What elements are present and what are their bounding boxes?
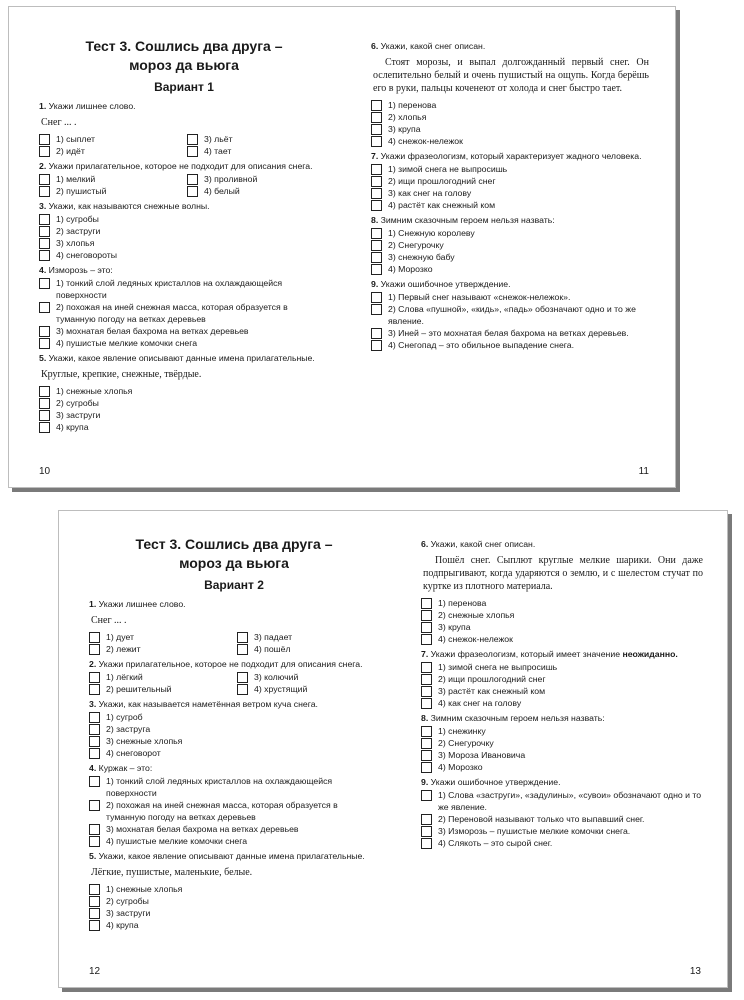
checkbox[interactable] (89, 736, 100, 747)
checkbox[interactable] (39, 186, 50, 197)
checkbox[interactable] (371, 100, 382, 111)
checkbox[interactable] (237, 632, 248, 643)
answer-option[interactable]: 1) тонкий слой ледяных кристаллов на охлаждающейся поверхности (39, 277, 329, 301)
checkbox[interactable] (39, 398, 50, 409)
checkbox[interactable] (89, 776, 100, 787)
answer-option[interactable]: 3) Изморозь – пушистые мелкие комочки снега. (421, 825, 703, 837)
question-quote: Снег ... . (91, 615, 127, 626)
checkbox[interactable] (371, 292, 382, 303)
checkbox[interactable] (89, 632, 100, 643)
answer-option[interactable]: 3) заструги (39, 409, 329, 421)
answer-option[interactable]: 4) пушистые мелкие комочки снега (39, 337, 329, 349)
checkbox[interactable] (89, 836, 100, 847)
question-5: 5. Укажи, какое явление описывают данные имена прилагательные. Круглые, крепкие, снежные, твёрдые. 1) снежные хлопья 2) сугробы 3) заструги 4) крупа (39, 352, 329, 433)
checkbox[interactable] (39, 302, 50, 313)
answer-option[interactable]: 3) мохнатая белая бахрома на ветках деревьев (39, 325, 329, 337)
answer-option[interactable]: 4) Слякоть – это сырой снег. (421, 837, 703, 849)
answer-option[interactable]: 1) сугробы (39, 213, 329, 225)
question-2: 2. Укажи прилагательное, которое не подходит для описания снега. 1) мелкий 3) проливной 2) пушистый 4) белый (39, 160, 329, 197)
checkbox[interactable] (371, 124, 382, 135)
checkbox[interactable] (89, 724, 100, 735)
question-5: 5. Укажи, какое явление описывают данные имена прилагательные. Лёгкие, пушистые, маленькие, белые. 1) снежные хлопья 2) сугробы 3) заструги 4) крупа (89, 850, 379, 931)
right-page-1 (371, 37, 649, 351)
checkbox[interactable] (89, 920, 100, 931)
answer-option[interactable]: 2) Слова «пушной», «кидь», «падь» обозначают одно и то же явление. (371, 303, 649, 327)
checkbox[interactable] (371, 328, 382, 339)
checkbox[interactable] (421, 750, 432, 761)
answer-option[interactable]: 1) перенова (371, 99, 649, 111)
question-3: 3. Укажи, как называются снежные волны. 1) сугробы 2) заструги 3) хлопья 4) снеговороты (39, 200, 329, 261)
question-7: 7. Укажи фразеологизм, который имеет значение неожиданно. 1) зимой снега не выпросишь 2) ищи прошлогодний снег 3) растёт как снежный ком 4) как снег на голову (421, 648, 703, 709)
question-4: 4. Куржак – это: 1) тонкий слой ледяных кристаллов на охлаждающейся поверхности 2) похожая на иней снежная масса, которая образуется в туманную погоду на ветках деревьев 3) мохнатая белая бахрома на ветках деревьев 4) пушистые мелкие комочки снега (89, 762, 379, 847)
page-number: 12 (89, 966, 101, 977)
checkbox[interactable] (89, 884, 100, 895)
checkbox[interactable] (89, 908, 100, 919)
checkbox[interactable] (371, 136, 382, 147)
answer-option[interactable]: 4) белый (187, 185, 329, 197)
answer-option[interactable]: 2) решительный (89, 683, 231, 695)
answer-option[interactable]: 1) Первый снег называют «снежок-нележок». (371, 291, 649, 303)
answer-option[interactable]: 2) хлопья (371, 111, 649, 123)
answer-option[interactable]: 1) зимой снега не выпросишь (421, 661, 703, 673)
question-4: 4. Изморозь – это: 1) тонкий слой ледяных кристаллов на охлаждающейся поверхности 2) похожая на иней снежная масса, которая образуется в туманную погоду на ветках деревьев 3) мохнатая белая бахрома на ветках деревьев 4) пушистые мелкие комочки снега (39, 264, 329, 349)
emphasized-word: неожиданно. (622, 649, 678, 659)
question-quote: Стоят морозы, и выпал долгожданный первый снег. Он ослепительно белый и очень пушистый на ощупь. Когда берёшь его в руки, пальцы коченеют от холода и снег быстро тает. (373, 57, 649, 94)
checkbox[interactable] (371, 188, 382, 199)
question-9: 9. Укажи ошибочное утверждение. 1) Слова «заструги», «задулины», «сувои» обозначают одно и то же явление. 2) Переновой называют только что выпавший снег. 3) Изморозь – пушистые мелкие комочки снега. 4) Слякоть – это сырой снег. (421, 777, 702, 848)
page-spread-1 (8, 6, 676, 488)
answer-option[interactable]: 4) снежок-нележок (371, 135, 649, 147)
answer-option[interactable]: 3) льёт (187, 133, 329, 145)
page-spread-2 (58, 510, 728, 988)
question-8: 8. Зимним сказочным героем нельзя назвать: 1) Снежную королеву 2) Снегурочку 3) снежную бабу 4) Морозко (371, 214, 649, 275)
checkbox[interactable] (421, 698, 432, 709)
checkbox[interactable] (371, 164, 382, 175)
answer-option[interactable]: 3) колючий (237, 671, 379, 683)
checkbox[interactable] (89, 644, 100, 655)
checkbox[interactable] (39, 326, 50, 337)
checkbox[interactable] (237, 684, 248, 695)
checkbox[interactable] (187, 186, 198, 197)
answer-option[interactable]: 4) пошёл (237, 643, 379, 655)
checkbox[interactable] (421, 674, 432, 685)
checkbox[interactable] (421, 634, 432, 645)
answer-option[interactable]: 1) дует (89, 631, 231, 643)
checkbox[interactable] (39, 134, 50, 145)
answer-option[interactable]: 2) заструга (89, 723, 379, 735)
question-quote: Пошёл снег. Сыплют круглые мелкие шарики. Они даже подпрыгивают, когда ударяются о землю, и с шелестом стучат по куртке из плотного материала. (423, 555, 703, 592)
checkbox[interactable] (39, 410, 50, 421)
checkbox[interactable] (421, 790, 432, 801)
answer-option[interactable]: 2) сугробы (39, 397, 329, 409)
answer-option[interactable]: 1) сугроб (89, 711, 379, 723)
answer-option[interactable]: 1) снежинку (421, 725, 703, 737)
answer-option[interactable]: 3) мохнатая белая бахрома на ветках деревьев (89, 823, 379, 835)
checkbox[interactable] (39, 226, 50, 237)
question-8: 8. Зимним сказочным героем нельзя назвать: 1) снежинку 2) Снегурочку 3) Мороза Ивановича 4) Морозко (421, 712, 703, 773)
answer-option[interactable]: 3) заструги (89, 907, 379, 919)
answer-option[interactable]: 3) снежную бабу (371, 251, 649, 263)
answer-option[interactable]: 2) лежит (89, 643, 231, 655)
answer-option[interactable]: 2) Переновой называют только что выпавший снег. (421, 813, 703, 825)
answer-option[interactable]: 1) зимой снега не выпросишь (371, 163, 649, 175)
checkbox[interactable] (89, 684, 100, 695)
answer-option[interactable]: 3) Иней – это мохнатая белая бахрома на ветках деревьев. (371, 327, 649, 339)
checkbox[interactable] (89, 672, 100, 683)
page-number: 13 (689, 966, 701, 977)
checkbox[interactable] (39, 386, 50, 397)
answer-option[interactable]: 4) снеговороты (39, 249, 329, 261)
answer-option[interactable]: 4) снеговорот (89, 747, 379, 759)
checkbox[interactable] (371, 228, 382, 239)
answer-option[interactable]: 1) перенова (421, 597, 703, 609)
answer-option[interactable]: 4) Морозко (421, 761, 703, 773)
answer-option[interactable]: 4) Снегопад – это обильное выпадение снега. (371, 339, 649, 351)
answer-option[interactable]: 1) Снежную королеву (371, 227, 649, 239)
page-number: 10 (39, 466, 51, 477)
answer-option[interactable]: 3) растёт как снежный ком (421, 685, 703, 697)
left-page-2 (89, 535, 379, 931)
answer-option[interactable]: 3) хлопья (39, 237, 329, 249)
answer-option[interactable]: 1) Слова «заструги», «задулины», «сувои» обозначают одно и то же явление. (421, 789, 703, 813)
checkbox[interactable] (421, 826, 432, 837)
answer-option[interactable]: 4) крупа (89, 919, 379, 931)
question-7: 7. Укажи фразеологизм, который характеризует жадного человека. 1) зимой снега не выпросишь 2) ищи прошлогодний снег 3) как снег на голову 4) растёт как снежный ком (371, 150, 649, 211)
test-title: Тест 3. Сошлись два друга – мороз да вьюга (85, 38, 283, 73)
question-quote: Лёгкие, пушистые, маленькие, белые. (91, 867, 253, 878)
checkbox[interactable] (89, 824, 100, 835)
checkbox[interactable] (39, 278, 50, 289)
answer-option[interactable]: 2) ищи прошлогодний снег (371, 175, 649, 187)
answer-option[interactable]: 4) снежок-нележок (421, 633, 703, 645)
question-6: 6. Укажи, какой снег описан. Пошёл снег. Сыплют круглые мелкие шарики. Они даже подпрыгивают, когда ударяются о землю, и с шелестом стучат по куртке из плотного материала. 1) перенова 2) снежные хлопья 3) крупа 4) снежок-нележок (421, 539, 703, 644)
checkbox[interactable] (39, 338, 50, 349)
answer-option[interactable]: 4) Морозко (371, 263, 649, 275)
checkbox[interactable] (421, 598, 432, 609)
answer-option[interactable]: 2) Снегурочку (371, 239, 649, 251)
checkbox[interactable] (237, 672, 248, 683)
checkbox[interactable] (421, 662, 432, 673)
checkbox[interactable] (371, 304, 382, 315)
answer-option[interactable]: 4) растёт как снежный ком (371, 199, 649, 211)
answer-option[interactable]: 1) тонкий слой ледяных кристаллов на охлаждающейся поверхности (89, 775, 379, 799)
checkbox[interactable] (421, 762, 432, 773)
answer-option[interactable]: 2) идёт (39, 145, 181, 157)
checkbox[interactable] (237, 644, 248, 655)
checkbox[interactable] (421, 838, 432, 849)
checkbox[interactable] (39, 250, 50, 261)
checkbox[interactable] (39, 422, 50, 433)
answer-option[interactable]: 1) лёгкий (89, 671, 231, 683)
question-2: 2. Укажи прилагательное, которое не подходит для описания снега. 1) лёгкий 3) колючий 2) решительный 4) хрустящий (89, 658, 379, 695)
variant-label: Вариант 1 (154, 80, 214, 94)
page-number: 11 (638, 466, 649, 477)
checkbox[interactable] (187, 146, 198, 157)
question-3: 3. Укажи, как называется наметённая ветром куча снега. 1) сугроб 2) заструга 3) снежные хлопья 4) снеговорот (89, 698, 379, 759)
answer-option[interactable]: 2) сугробы (89, 895, 379, 907)
checkbox[interactable] (371, 200, 382, 211)
checkbox[interactable] (371, 176, 382, 187)
checkbox[interactable] (89, 800, 100, 811)
answer-option[interactable]: 1) мелкий (39, 173, 181, 185)
question-9: 9. Укажи ошибочное утверждение. 1) Первый снег называют «снежок-нележок». 2) Слова «пушной», «кидь», «падь» обозначают одно и то же явление. 3) Иней – это мохнатая белая бахрома на ветках деревьев. 4) Снегопад – это обильное выпадение снега. (371, 278, 649, 351)
answer-option[interactable]: 4) как снег на голову (421, 697, 703, 709)
checkbox[interactable] (89, 712, 100, 723)
answer-option[interactable]: 2) заструги (39, 225, 329, 237)
checkbox[interactable] (39, 174, 50, 185)
answer-option[interactable]: 4) крупа (39, 421, 329, 433)
checkbox[interactable] (187, 174, 198, 185)
answer-option[interactable]: 4) хрустящий (237, 683, 379, 695)
checkbox[interactable] (421, 686, 432, 697)
answer-option[interactable]: 2) пушистый (39, 185, 181, 197)
checkbox[interactable] (421, 814, 432, 825)
checkbox[interactable] (371, 340, 382, 351)
question-1: 1. Укажи лишнее слово. Снег ... . 1) сыплет 3) льёт 2) идёт 4) тает (39, 100, 329, 157)
test-title: Тест 3. Сошлись два друга – мороз да вьюга (135, 536, 333, 571)
answer-option[interactable]: 3) Мороза Ивановича (421, 749, 703, 761)
checkbox[interactable] (39, 214, 50, 225)
checkbox[interactable] (371, 240, 382, 251)
checkbox[interactable] (89, 748, 100, 759)
checkbox[interactable] (371, 252, 382, 263)
checkbox[interactable] (421, 610, 432, 621)
answer-option[interactable]: 2) похожая на иней снежная масса, которая образуется в туманную погоду на ветках деревьев (89, 799, 379, 823)
question-1: 1. Укажи лишнее слово. Снег ... . 1) дует 3) падает 2) лежит 4) пошёл (89, 598, 379, 655)
answer-option[interactable]: 4) пушистые мелкие комочки снега (89, 835, 379, 847)
answer-option[interactable]: 3) крупа (371, 123, 649, 135)
answer-option[interactable]: 3) снежные хлопья (89, 735, 379, 747)
answer-option[interactable]: 1) сыплет (39, 133, 181, 145)
answer-option[interactable]: 3) проливной (187, 173, 329, 185)
answer-option[interactable]: 1) снежные хлопья (89, 883, 379, 895)
checkbox[interactable] (39, 146, 50, 157)
answer-option[interactable]: 3) крупа (421, 621, 703, 633)
answer-option[interactable]: 4) тает (187, 145, 329, 157)
checkbox[interactable] (421, 738, 432, 749)
checkbox[interactable] (89, 896, 100, 907)
answer-option[interactable]: 3) падает (237, 631, 379, 643)
right-page-2 (421, 535, 703, 849)
answer-option[interactable]: 3) как снег на голову (371, 187, 649, 199)
answer-option[interactable]: 2) снежные хлопья (421, 609, 703, 621)
checkbox[interactable] (421, 726, 432, 737)
question-quote: Круглые, крепкие, снежные, твёрдые. (41, 369, 202, 380)
checkbox[interactable] (371, 112, 382, 123)
variant-label: Вариант 2 (204, 578, 264, 592)
checkbox[interactable] (421, 622, 432, 633)
answer-option[interactable]: 2) похожая на иней снежная масса, которая образуется в туманную погоду на ветках деревьев (39, 301, 329, 325)
checkbox[interactable] (187, 134, 198, 145)
question-quote: Снег ... . (41, 117, 77, 128)
answer-option[interactable]: 2) ищи прошлогодний снег (421, 673, 703, 685)
checkbox[interactable] (39, 238, 50, 249)
left-page-1 (39, 37, 329, 433)
checkbox[interactable] (371, 264, 382, 275)
question-6: 6. Укажи, какой снег описан. Стоят морозы, и выпал долгожданный первый снег. Он ослепительно белый и очень пушистый на ощупь. Когда берёшь его в руки, пальцы коченеют от холода и снег быстро тает. 1) перенова 2) хлопья 3) крупа 4) снежок-нележок (371, 41, 649, 146)
answer-option[interactable]: 1) снежные хлопья (39, 385, 329, 397)
answer-option[interactable]: 2) Снегурочку (421, 737, 703, 749)
